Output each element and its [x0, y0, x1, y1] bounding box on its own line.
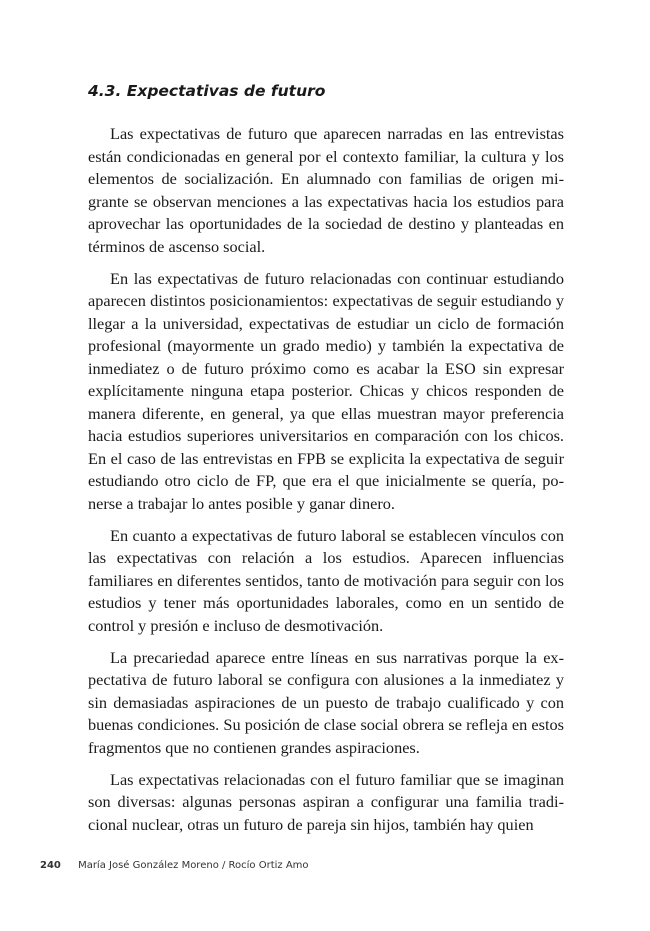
paragraph-2: En las expectativas de futuro relacionadas con continuar estudiando aparecen distintos posicionamientos: expectativas de seguir estudiando y llegar a la universidad, expectativas de estudiar un ciclo de formación profesional (mayormente un grado medio) y también la expectativa de inmediatez o de futuro próximo como es acabar la ESO sin expresar explícitamente ninguna etapa posterior. Chicas y chicos responden de manera diferente, en general, ya que ellas muestran mayor preferencia hacia estudios superiores universitarios en comparación con los chicos. En el caso de las entrevistas en FPB se explicita la expectativa de seguir estudiando otro ciclo de FP, que era el que inicialmente se quería, ponerse a trabajar lo antes posible y ganar dinero.	[88, 268, 564, 513]
paragraph-3: En cuanto a expectativas de futuro laboral se establecen vínculos con las expectativas con relación a los estudios. Aparecen influencias familiares en diferentes sentidos, tanto de motivación para seguir con los estudios y tener más oportunidades laborales, como en un sentido de control y presión e incluso de desmotivación.	[88, 525, 564, 635]
paragraph-4: La precariedad aparece entre líneas en sus narrativas porque la expectativa de futuro laboral se configura con alusiones a la inmediatez y sin demasiadas aspiraciones de un puesto de trabajo cualificado y con buenas condiciones. Su posición de clase social obrera se refleja en estos fragmentos que no contienen grandes aspiraciones.	[88, 647, 564, 757]
section-heading: 4.3. Expectativas de futuro	[88, 82, 326, 100]
paragraph-1: Las expectativas de futuro que aparecen narradas en las entrevistas están condicionadas en general por el contexto familiar, la cultura y los elementos de socialización. En alumnado con familias de origen migrante se observan menciones a las expectativas hacia los estudios para aprovechar las oportunidades de la sociedad de destino y planteadas en términos de ascenso social.	[88, 124, 564, 256]
paragraph-5: Las expectativas relacionadas con el futuro familiar que se imaginan son diversas: algunas personas aspiran a configurar una familia tradicional nuclear, otras un futuro de pareja sin hijos, también hay quien	[88, 769, 564, 834]
footer-authors: María José González Moreno / Rocío Ortiz Amo	[78, 860, 309, 871]
body-text	[88, 123, 564, 846]
page-footer	[40, 860, 309, 871]
page-number: 240	[40, 860, 61, 871]
